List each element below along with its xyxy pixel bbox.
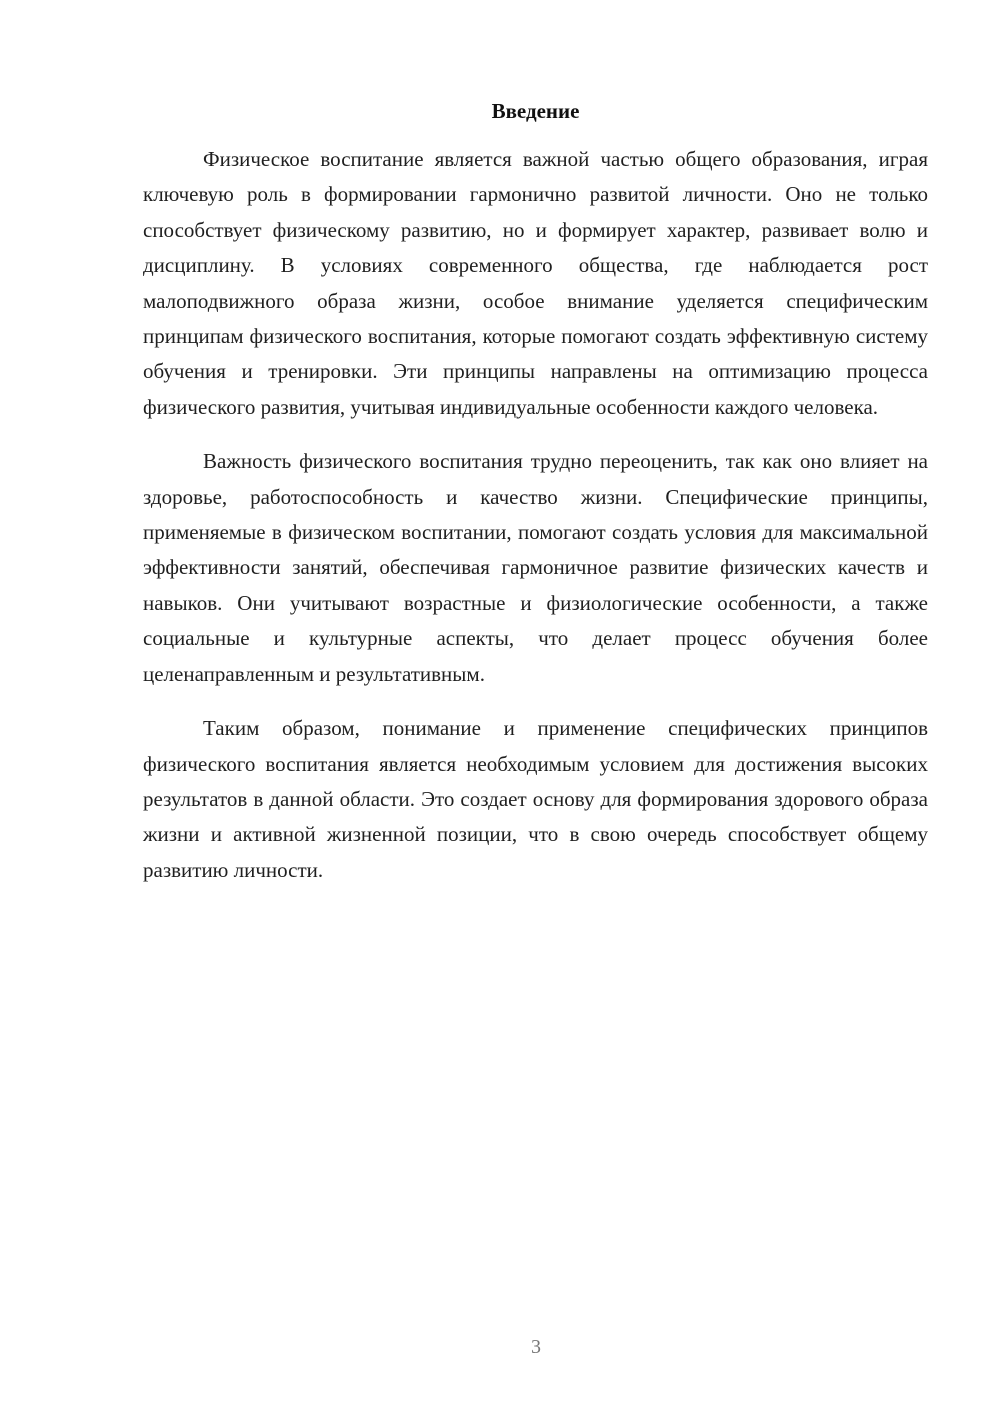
- page-title: Введение: [491, 99, 580, 123]
- paragraph-3: Таким образом, понимание и применение специфических принципов физического воспитания является необходимым условием для достижения высоких результатов в данной области. Это создает основу для формирования здорового образа жизни и активной жизненной позиции, что в свою очередь способствует общему развитию личности.: [143, 716, 928, 882]
- body-text: [143, 142, 928, 888]
- page-number: 3: [531, 1336, 541, 1358]
- paragraph-2: Важность физического воспитания трудно переоценить, так как оно влияет на здоровье, работоспособность и качество жизни. Специфические принципы, применяемые в физическом воспитании, помогают создать условия для максимальной эффективности занятий, обеспечивая гармоничное развитие физических качеств и навыков. Они учитывают возрастные и физиологические особенности, а также социальные и культурные аспекты, что делает процесс обучения более целенаправленным и результативным.: [143, 449, 928, 686]
- paragraph-1: Физическое воспитание является важной частью общего образования, играя ключевую роль в формировании гармонично развитой личности. Оно не только способствует физическому развитию, но и формирует характер, развивает волю и дисциплину. В условиях современного общества, где наблюдается рост малоподвижного образа жизни, особое внимание уделяется специфическим принципам физического воспитания, которые помогают создать эффективную систему обучения и тренировки. Эти принципы направлены на оптимизацию процесса физического развития, учитывая индивидуальные особенности каждого человека.: [143, 147, 928, 419]
